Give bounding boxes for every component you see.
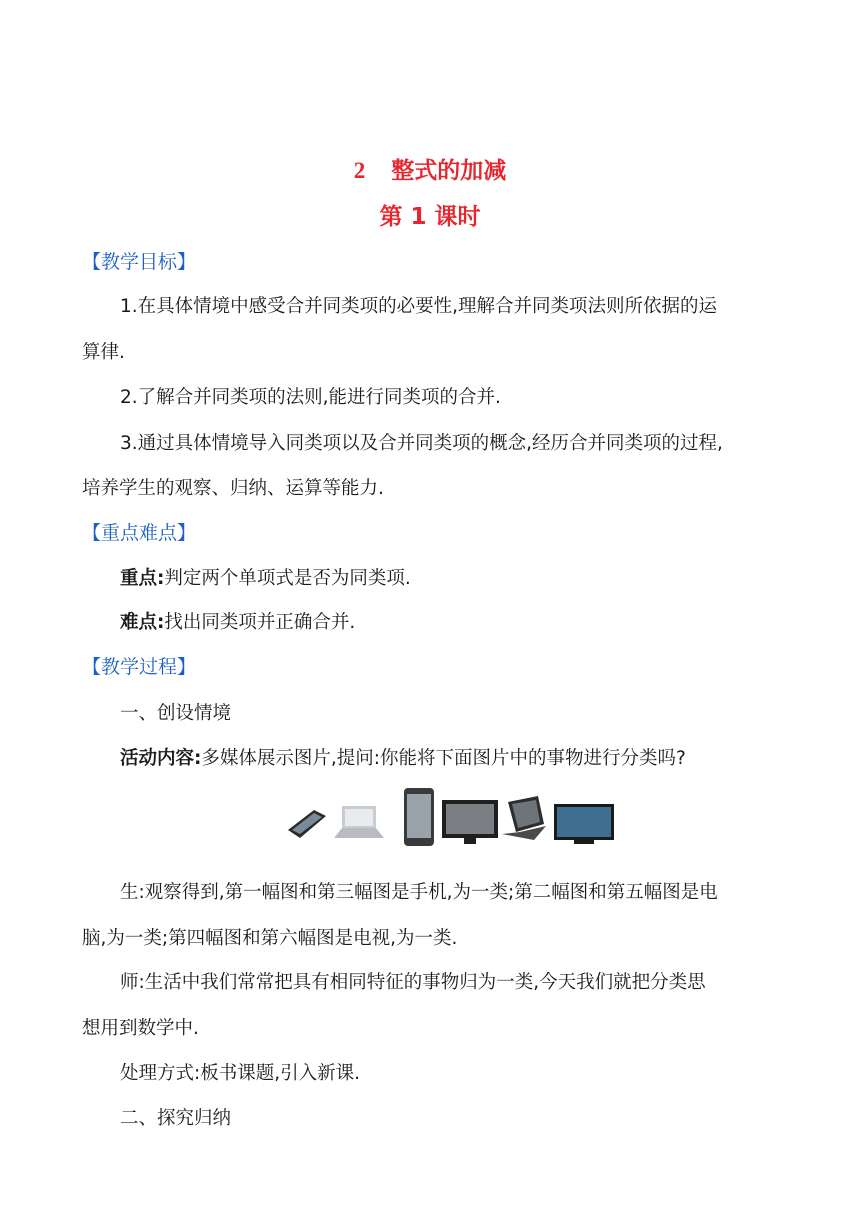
laptop-dark-icon: [502, 796, 546, 840]
objective-1-line1: 1.在具体情境中感受合并同类项的必要性,理解合并同类项法则所依据的运: [120, 296, 718, 317]
flat-tv-icon: [554, 804, 614, 844]
teacher-line2: 想用到数学中.: [82, 1018, 199, 1039]
difficult-point: [120, 610, 355, 636]
key-text: 判定两个单项式是否为同类项.: [164, 568, 411, 589]
step-2-heading: 二、探究归纳: [120, 1108, 232, 1129]
objective-2: 2.了解合并同类项的法则,能进行同类项的合并.: [120, 387, 501, 408]
television-icon: [442, 800, 498, 844]
difficult-text: 找出同类项并正确合并.: [164, 612, 356, 633]
lesson-subtitle: 第 1 课时: [379, 204, 481, 230]
activity-label: 活动内容:: [120, 748, 202, 769]
key-label: 重点:: [120, 568, 165, 589]
key-point: [120, 566, 411, 592]
activity-text: 多媒体展示图片,提问:你能将下面图片中的事物进行分类吗?: [201, 748, 686, 769]
devices-figure: [284, 786, 616, 850]
laptop-icon: [334, 806, 384, 838]
lesson-main-title: 整式的加减: [391, 158, 507, 184]
key-points-heading: 【重点难点】: [82, 522, 197, 544]
objective-3-line2: 培养学生的观察、归纳、运算等能力.: [82, 478, 384, 499]
step-1-heading: 一、创设情境: [120, 703, 232, 724]
lesson-number: 2: [353, 158, 366, 183]
difficult-label: 难点:: [120, 612, 165, 633]
objective-1-line2: 算律.: [82, 342, 125, 363]
smartphone-icon: [404, 788, 434, 846]
student-answer-line1: 生:观察得到,第一幅图和第三幅图是手机,为一类;第二幅图和第五幅图是电: [120, 882, 718, 903]
student-answer-line2: 脑,为一类;第四幅图和第六幅图是电视,为一类.: [82, 928, 458, 949]
teacher-line1: 师:生活中我们常常把具有相同特征的事物归为一类,今天我们就把分类思: [120, 972, 706, 993]
objectives-heading: 【教学目标】: [82, 251, 197, 273]
phone-icon: [288, 810, 326, 838]
objective-3-line1: 3.通过具体情境导入同类项以及合并同类项的概念,经历合并同类项的过程,: [120, 433, 723, 454]
lesson-title: [0, 156, 860, 186]
process-heading: 【教学过程】: [82, 656, 197, 678]
handling-method: 处理方式:板书课题,引入新课.: [120, 1063, 360, 1084]
activity-content: [120, 746, 686, 772]
